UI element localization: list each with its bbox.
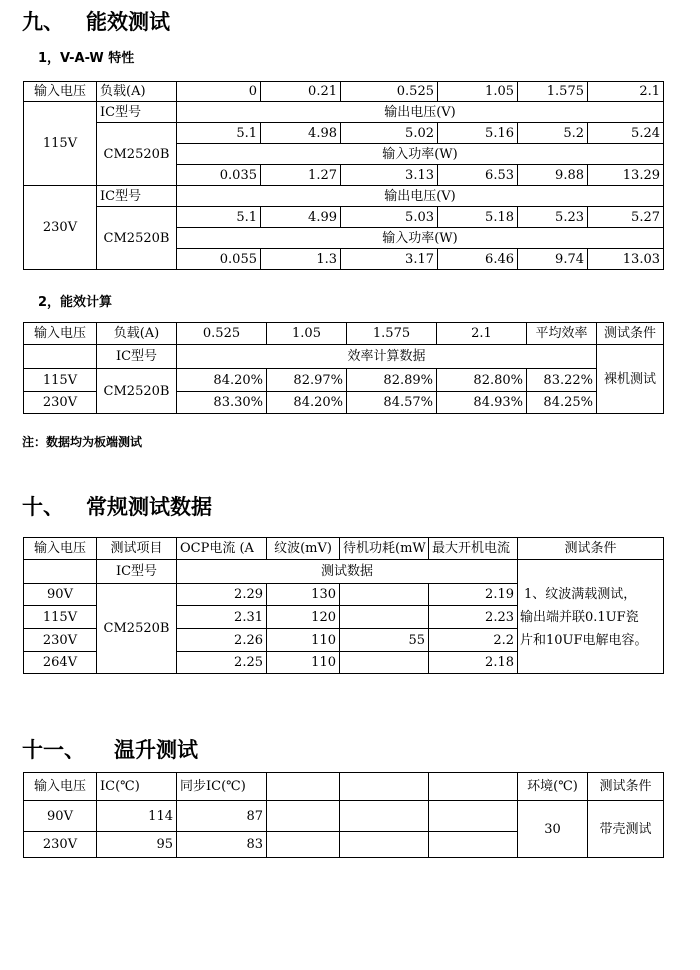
temp-vin: 230V <box>24 832 97 858</box>
eff-avg: 83.22% <box>527 369 597 392</box>
board-note: 注：数据均为板端测试 <box>22 435 143 449</box>
section-11-number: 十一、 <box>22 738 85 762</box>
regular-cond-end <box>518 652 664 674</box>
eff-heading: 2，能效计算 <box>38 295 113 310</box>
vaw-vin-115: 115V <box>24 102 97 186</box>
regular-standby <box>340 606 429 629</box>
regular-standby <box>340 584 429 606</box>
vaw-vout-label: 输出电压(V) <box>177 186 664 207</box>
vaw-load: 1.575 <box>518 82 588 102</box>
eff-value: 84.57% <box>347 392 437 414</box>
eff-ic-label: IC型号 <box>97 345 177 369</box>
vaw-pin-cell: 0.035 <box>177 165 261 186</box>
regular-max-current: 2.23 <box>429 606 518 629</box>
vaw-pin-cell: 6.46 <box>438 249 518 270</box>
vaw-pin-cell: 9.74 <box>518 249 588 270</box>
temp-sync: 87 <box>177 801 267 832</box>
section-10-number: 十、 <box>22 495 64 519</box>
temp-empty <box>340 832 429 858</box>
regular-header: 测试项目 <box>97 538 177 560</box>
temp-empty <box>340 773 429 801</box>
temp-header-sync: 同步IC(℃) <box>177 773 267 801</box>
regular-max-current: 2.19 <box>429 584 518 606</box>
vaw-pin-label: 输入功率(W) <box>177 144 664 165</box>
regular-header: 测试条件 <box>518 538 664 560</box>
vaw-vout-cell: 5.23 <box>518 207 588 228</box>
section-10-heading <box>22 491 212 521</box>
temp-cond: 带壳测试 <box>588 801 664 858</box>
eff-value: 82.80% <box>437 369 527 392</box>
temp-sync: 83 <box>177 832 267 858</box>
vaw-vout-cell: 5.27 <box>588 207 664 228</box>
temp-header-vin: 输入电压 <box>24 773 97 801</box>
temp-empty <box>429 801 518 832</box>
eff-load: 2.1 <box>437 323 527 345</box>
temperature-table <box>23 772 664 858</box>
vaw-vout-cell: 5.16 <box>438 123 518 144</box>
vaw-vout-cell: 4.98 <box>261 123 341 144</box>
vaw-heading: 1，V-A-W 特性 <box>38 51 135 66</box>
eff-value: 84.20% <box>177 369 267 392</box>
vaw-vout-cell: 5.1 <box>177 123 261 144</box>
vaw-pin-cell: 0.055 <box>177 249 261 270</box>
vaw-pin-cell: 3.13 <box>341 165 438 186</box>
vaw-vout-cell: 5.1 <box>177 207 261 228</box>
temp-header-env: 环境(℃) <box>518 773 588 801</box>
vaw-vin-230: 230V <box>24 186 97 270</box>
vaw-vout-label: 输出电压(V) <box>177 102 664 123</box>
vaw-load: 0 <box>177 82 261 102</box>
vaw-ic-label: IC型号 <box>97 102 177 123</box>
regular-header: 待机功耗(mW <box>340 538 429 560</box>
regular-vin: 115V <box>24 606 97 629</box>
vaw-pin-cell: 13.03 <box>588 249 664 270</box>
temp-vin: 90V <box>24 801 97 832</box>
regular-ripple: 130 <box>267 584 340 606</box>
vaw-pin-cell: 6.53 <box>438 165 518 186</box>
eff-vin-115: 115V <box>24 369 97 392</box>
temp-ic: 114 <box>97 801 177 832</box>
vaw-load: 0.525 <box>341 82 438 102</box>
eff-cond: 裸机测试 <box>597 345 664 414</box>
regular-test-table <box>23 537 664 674</box>
eff-value: 84.93% <box>437 392 527 414</box>
vaw-pin-cell: 3.17 <box>341 249 438 270</box>
regular-ocp: 2.25 <box>177 652 267 674</box>
temp-empty <box>267 773 340 801</box>
section-9-heading <box>22 6 170 36</box>
regular-data-label: 测试数据 <box>177 560 518 584</box>
temp-empty <box>429 832 518 858</box>
temp-header-cond: 测试条件 <box>588 773 664 801</box>
section-9-title: 能效测试 <box>86 10 170 34</box>
regular-ic-model: CM2520B <box>97 584 177 674</box>
vaw-header-vin: 输入电压 <box>24 82 97 102</box>
vaw-vout-cell: 5.03 <box>341 207 438 228</box>
vaw-pin-cell: 13.29 <box>588 165 664 186</box>
regular-cond-line: 1、纹波满载测试， <box>518 584 664 606</box>
regular-ocp: 2.31 <box>177 606 267 629</box>
vaw-header-load: 负载(A) <box>97 82 177 102</box>
eff-value: 83.30% <box>177 392 267 414</box>
temp-header-ic: IC(℃) <box>97 773 177 801</box>
vaw-vout-cell: 5.18 <box>438 207 518 228</box>
vaw-vout-cell: 5.02 <box>341 123 438 144</box>
regular-vin: 90V <box>24 584 97 606</box>
regular-standby: 55 <box>340 629 429 652</box>
eff-value: 82.89% <box>347 369 437 392</box>
eff-load: 1.575 <box>347 323 437 345</box>
regular-standby <box>340 652 429 674</box>
vaw-vout-cell: 4.99 <box>261 207 341 228</box>
vaw-pin-cell: 9.88 <box>518 165 588 186</box>
regular-cond-blank <box>518 560 664 584</box>
vaw-pin-cell: 1.27 <box>261 165 341 186</box>
vaw-vout-cell: 5.2 <box>518 123 588 144</box>
regular-ocp: 2.29 <box>177 584 267 606</box>
vaw-pin-label: 输入功率(W) <box>177 228 664 249</box>
section-11-heading <box>22 734 198 764</box>
temp-env: 30 <box>518 801 588 858</box>
regular-max-current: 2.18 <box>429 652 518 674</box>
section-11-title: 温升测试 <box>114 738 198 762</box>
eff-ic-model: CM2520B <box>97 369 177 414</box>
eff-header-vin: 输入电压 <box>24 323 97 345</box>
eff-value: 82.97% <box>267 369 347 392</box>
vaw-load: 1.05 <box>438 82 518 102</box>
eff-vin-230: 230V <box>24 392 97 414</box>
regular-ocp: 2.26 <box>177 629 267 652</box>
section-9-number: 九、 <box>22 10 64 34</box>
temp-empty <box>340 801 429 832</box>
regular-blank <box>24 560 97 584</box>
eff-value: 84.20% <box>267 392 347 414</box>
vaw-pin-cell: 1.3 <box>261 249 341 270</box>
vaw-load: 0.21 <box>261 82 341 102</box>
vaw-ic-model: CM2520B <box>97 207 177 270</box>
regular-header: 最大开机电流 <box>429 538 518 560</box>
eff-blank <box>24 345 97 369</box>
eff-header-avg: 平均效率 <box>527 323 597 345</box>
regular-ripple: 110 <box>267 629 340 652</box>
efficiency-table <box>23 322 664 414</box>
eff-data-label: 效率计算数据 <box>177 345 597 369</box>
temp-empty <box>267 832 340 858</box>
vaw-load: 2.1 <box>588 82 664 102</box>
regular-header: OCP电流 (A <box>177 538 267 560</box>
regular-cond-line: 输出端并联0.1UF瓷 <box>518 606 664 629</box>
vaw-table <box>23 81 664 270</box>
regular-cond-line: 片和10UF电解电容。 <box>518 629 664 652</box>
vaw-ic-label: IC型号 <box>97 186 177 207</box>
regular-vin: 230V <box>24 629 97 652</box>
regular-header: 输入电压 <box>24 538 97 560</box>
temp-empty <box>429 773 518 801</box>
eff-avg: 84.25% <box>527 392 597 414</box>
regular-header: 纹波(mV) <box>267 538 340 560</box>
temp-ic: 95 <box>97 832 177 858</box>
eff-header-load: 负载(A) <box>97 323 177 345</box>
regular-vin: 264V <box>24 652 97 674</box>
vaw-vout-cell: 5.24 <box>588 123 664 144</box>
eff-load: 1.05 <box>267 323 347 345</box>
regular-ic-label: IC型号 <box>97 560 177 584</box>
regular-ripple: 120 <box>267 606 340 629</box>
regular-max-current: 2.2 <box>429 629 518 652</box>
regular-ripple: 110 <box>267 652 340 674</box>
temp-empty <box>267 801 340 832</box>
vaw-ic-model: CM2520B <box>97 123 177 186</box>
eff-header-cond: 测试条件 <box>597 323 664 345</box>
section-10-title: 常规测试数据 <box>86 495 212 519</box>
eff-load: 0.525 <box>177 323 267 345</box>
